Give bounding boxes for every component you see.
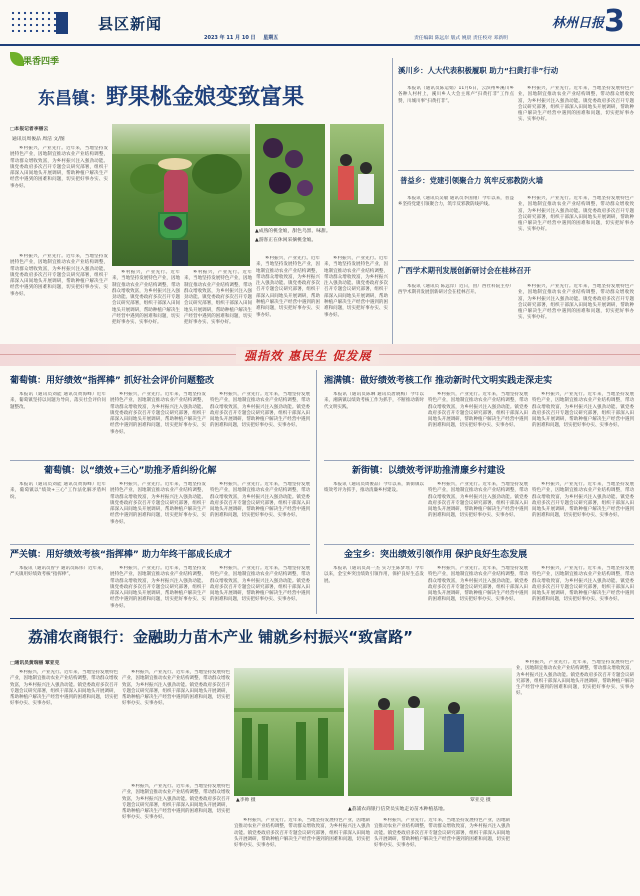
story-putao1-title: 葡萄镇：用好绩效“指挥棒” 抓好社会评价问题整改 <box>10 376 214 386</box>
bottom-headline: 荔浦农商银行：金融助力苗木产业 铺就乡村振兴“致富路” <box>28 628 413 646</box>
story-putao1-text-a: 乡村振兴，产业先行。近年来，当地坚持发展特色产业，因地制宜推动农业产业结构调整，带动群众增收致富，为乡村振兴注入强劲动能。镇党委政府多次召开专题会议研究部署，组织干部深入田间地头开展调研，帮助种植户解决生产经营中遇到的困难和问题，切实把好事办实、实事办好。 <box>110 392 206 435</box>
bottom-photo-visit <box>348 668 512 796</box>
lead-headline <box>38 80 388 114</box>
story-xinjie-text-b: 乡村振兴，产业先行。近年来，当地坚持发展特色产业，因地制宜推动农业产业结构调整，带动群众增收致富，为乡村振兴注入强劲动能。镇党委政府多次召开专题会议研究部署，组织干部深入田间地头开展调研，帮助种植户解决生产经营中遇到的困难和问题，切实把好事办实、实事办好。 <box>532 482 634 519</box>
story-jinbao-text-a: 乡村振兴，产业先行。近年来，当地坚持发展特色产业，因地制宜推动农业产业结构调整，带动群众增收致富，为乡村振兴注入强劲动能。镇党委政府多次召开专题会议研究部署，组织干部深入田间地头开展调研，帮助种植户解决生产经营中遇到的困难和问题，切实把好事办实、实事办好。 <box>428 566 528 603</box>
story-yanguan-text-a: 乡村振兴，产业先行。近年来，当地坚持发展特色产业，因地制宜推动农业产业结构调整，带动群众增收致富，为乡村振兴注入强劲动能。镇党委政府多次召开专题会议研究部署，组织干部深入田间地头开展调研，帮助种植户解决生产经营中遇到的困难和问题，切实把好事办实、实事办好。 <box>110 566 206 609</box>
weekday: 星期五 <box>263 35 279 41</box>
story-xichuan-lead: 本报讯（通讯员陈运娟）11月6日，云滨州乡溪川乡各种人村村上，溪川乡人大会主席卢“扫黄打非”工作点赞，川城川事“扫黄打非”。 <box>398 86 514 104</box>
story-putao2-text-a: 乡村振兴，产业先行。近年来，当地坚持发展特色产业，因地制宜推动农业产业结构调整，带动群众增收致富，为乡村振兴注入强劲动能。镇党委政府多次召开专题会议研究部署，组织干部深入田间地头开展调研，帮助种植户解决生产经营中遇到的困难和问题，切实把好事办实、实事办好。 <box>110 482 206 525</box>
story-yanguan-lead: 本报讯（通讯员曾宇 通讯员陈伟）近年来，严关镇用好绩效考核“指挥棒”。 <box>10 566 106 578</box>
bottom-byline: □通讯员黄瑞丽 覃亚克 <box>10 661 60 666</box>
lead-byline-2: 通讯员周俊品 周洁 文/图 <box>12 137 65 142</box>
story-guangxi-text: 乡村振兴，产业先行。近年来，当地坚持发展特色产业，因地制宜推动农业产业结构调整，带动群众增收致富，为乡村振兴注入强劲动能。镇党委政府多次召开专题会议研究部署，组织干部深入田间地头开展调研，帮助种植户解决生产经营中遇到的困难和问题，切实把好事办实、实事办好。 <box>518 284 634 321</box>
lead-text-col1: 乡村振兴，产业先行。近年来，当地坚持发展特色产业，因地制宜推动农业产业结构调整，带动群众增收致富，为乡村振兴注入强劲动能。镇党委政府多次召开专题会议研究部署，组织干部深入田间地头开展调研，帮助种植户解决生产经营中遇到的困难和问题，切实把好事办实、实事办好。 <box>10 146 108 189</box>
divider-m3 <box>10 544 310 545</box>
lead-text-col3: 乡村振兴，产业先行。近年来，当地坚持发展特色产业，因地制宜推动农业产业结构调整，带动群众增收致富，为乡村振兴注入强劲动能。镇党委政府多次召开专题会议研究部署，组织干部深入田间地头开展调研，帮助种植户解决生产经营中遇到的困难和问题，切实把好事办实、实事办好。 <box>112 270 180 326</box>
story-xiangman-title: 湘满镇：做好绩效考核工作 推动新时代文明实践走深走实 <box>324 376 553 386</box>
bottom-text-col3: 乡村振兴，产业先行。近年来，当地坚持发展特色产业，因地制宜推动农业产业结构调整，带动群众增收致富，为乡村振兴注入强劲动能。镇党委政府多次召开专题会议研究部署，组织干部深入田间地头开展调研，帮助种植户解决生产经营中遇到的困难和问题，切实把好事办实、实事办好。 <box>122 784 230 821</box>
lead-text-col5: 乡村振兴，产业先行。近年来，当地坚持发展特色产业，因地制宜推动农业产业结构调整，带动群众增收致富，为乡村振兴注入强劲动能。镇党委政府多次召开专题会议研究部署，组织干部深入田间地头开展调研，帮助种植户解决生产经营中遇到的困难和问题，切实把好事办实、实事办好。 <box>256 256 320 318</box>
story-putao1-text-b: 乡村振兴，产业先行。近年来，当地坚持发展特色产业，因地制宜推动农业产业结构调整，带动群众增收致富，为乡村振兴注入强劲动能。镇党委政府多次召开专题会议研究部署，组织干部深入田间地头开展调研，帮助种植户解决生产经营中遇到的困难和问题，切实把好事办实、实事办好。 <box>210 392 310 429</box>
lead-text-col6: 乡村振兴，产业先行。近年来，当地坚持发展特色产业，因地制宜推动农业产业结构调整，带动群众增收致富，为乡村振兴注入强劲动能。镇党委政府多次召开专题会议研究部署，组织干部深入田间地头开展调研，帮助种植户解决生产经营中遇到的困难和问题，切实把好事办实、实事办好。 <box>324 256 388 318</box>
story-yanguan-text-b: 乡村振兴，产业先行。近年来，当地坚持发展特色产业，因地制宜推动农业产业结构调整，带动群众增收致富，为乡村振兴注入强劲动能。镇党委政府多次召开专题会议研究部署，组织干部深入田间地头开展调研，帮助种植户解决生产经营中遇到的困难和问题，切实把好事办实、实事办好。 <box>210 566 310 603</box>
bottom-credit-left: ▲李帅 摄 <box>236 798 256 803</box>
story-xichuan-text: 乡村振兴，产业先行。近年来，当地坚持发展特色产业，因地制宜推动农业产业结构调整，带动群众增收致富，为乡村振兴注入强劲动能。镇党委政府多次召开专题会议研究部署，组织干部深入田间地头开展调研，帮助种植户解决生产经营中遇到的困难和问题，切实把好事办实、实事办好。 <box>518 86 634 123</box>
bottom-text-col5: 乡村振兴，产业先行。近年来，当地坚持发展特色产业，因地制宜推动农业产业结构调整，带动群众增收致富，为乡村振兴注入强劲动能。镇党委政府多次召开专题会议研究部署，组织干部深入田间地头开展调研，帮助种植户解决生产经营中遇到的困难和问题，切实把好事办实、实事办好。 <box>374 818 510 849</box>
column-logo-leaf <box>10 52 24 66</box>
story-xiangman-text-b: 乡村振兴，产业先行。近年来，当地坚持发展特色产业，因地制宜推动农业产业结构调整，带动群众增收致富，为乡村振兴注入强劲动能。镇党委政府多次召开专题会议研究部署，组织干部深入田间地头开展调研，帮助种植户解决生产经营中遇到的困难和问题，切实把好事办实、实事办好。 <box>532 392 634 429</box>
divider-right-column <box>392 58 393 344</box>
lead-byline: □本报记者李丽云 <box>10 127 49 132</box>
story-xinjie-text-a: 乡村振兴，产业先行。近年来，当地坚持发展特色产业，因地制宜推动农业产业结构调整，带动群众增收致富，为乡村振兴注入强劲动能。镇党委政府多次召开专题会议研究部署，组织干部深入田间地头开展调研，帮助种植户解决生产经营中遇到的困难和问题，切实把好事办实、实事办好。 <box>428 482 528 519</box>
bottom-text-col2: 乡村振兴，产业先行。近年来，当地坚持发展特色产业，因地制宜推动农业产业结构调整，带动群众增收致富，为乡村振兴注入强劲动能。镇党委政府多次召开专题会议研究部署，组织干部深入田间地头开展调研，帮助种植户解决生产经营中遇到的困难和问题，切实把好事办实、实事办好。 <box>122 670 230 707</box>
story-putao2-text-b: 乡村振兴，产业先行。近年来，当地坚持发展特色产业，因地制宜推动农业产业结构调整，带动群众增收致富，为乡村振兴注入强劲动能。镇党委政府多次召开专题会议研究部署，组织干部深入田间地头开展调研，帮助种植户解决生产经营中遇到的困难和问题，切实把好事办实、实事办好。 <box>210 482 310 519</box>
paper-name: 林州日报 <box>552 16 605 31</box>
section-title: 县区新闻 <box>98 15 163 33</box>
story-puyi-title: 普益乡：党建引领聚合力 筑牢反邪教防火墙 <box>400 176 543 185</box>
divider-r1 <box>398 170 634 171</box>
story-xichuan-title: 溪川乡：人大代表积极履职 助力“扫黄打非”行动 <box>398 66 559 75</box>
divider-mid-vertical <box>316 370 317 614</box>
column-logo-text: 果香四季 <box>23 57 60 67</box>
lead-photo-picking <box>112 124 250 266</box>
banner-text: 强指效 惠民生 促发展 <box>236 347 379 364</box>
lead-photo-fruit <box>255 124 325 226</box>
masthead-tab <box>56 12 68 34</box>
story-xiangman-text-a: 乡村振兴，产业先行。近年来，当地坚持发展特色产业，因地制宜推动农业产业结构调整，带动群众增收致富，为乡村振兴注入强劲动能。镇党委政府多次召开专题会议研究部署，组织干部深入田间地头开展调研，帮助种植户解决生产经营中遇到的困难和问题，切实把好事办实、实事办好。 <box>428 392 528 429</box>
story-guangxi-lead: 本报讯（通讯员 陈远岸）近日，由广西社科院主办广西学术期刊发展创新研讨会在桂林召开。 <box>398 284 514 296</box>
story-puyi-text: 乡村振兴，产业先行。近年来，当地坚持发展特色产业，因地制宜推动农业产业结构调整，带动群众增收致富，为乡村振兴注入强劲动能。镇党委政府多次召开专题会议研究部署，组织干部深入田间地头开展调研，帮助种植户解决生产经营中遇到的困难和问题，切实把好事办实、实事办好。 <box>518 196 634 233</box>
banner <box>0 344 640 366</box>
masthead-rule <box>0 44 640 46</box>
story-guangxi-title: 广西学术期刊发展创新研讨会在桂林召开 <box>398 266 532 275</box>
divider-r2 <box>398 260 634 261</box>
column-logo <box>10 47 120 71</box>
bottom-rule <box>10 618 634 619</box>
bottom-caption: ▲荔浦农商银行信贷员实地走访苗木种植基地。 <box>348 807 448 812</box>
story-xinjie-lead: 本报讯（通讯员周俊品）今年以来，新街镇以绩效考评为抓手，推动清廉乡村建设。 <box>324 482 424 494</box>
lead-captions <box>255 229 385 244</box>
story-yanguan-title: 严关镇：用好绩效考核“指挥棒” 助力年终干部成长成才 <box>10 550 232 560</box>
bottom-text-col6: 乡村振兴，产业先行。近年来，当地坚持发展特色产业，因地制宜推动农业产业结构调整，带动群众增收致富，为乡村振兴注入强劲动能。镇党委政府多次召开专题会议研究部署，组织干部深入田间地头开展调研，帮助种植户解决生产经营中遇到的困难和问题，切实把好事办实、实事办好。 <box>516 660 634 697</box>
divider-m1 <box>10 460 310 461</box>
lead-caption-2: ▲游客正在休闲采摘桃金娘。 <box>255 237 317 243</box>
divider-m2 <box>324 460 634 461</box>
lead-headline-main: 野果桃金娘变致富果 <box>106 85 305 110</box>
bottom-text-col4: 乡村振兴，产业先行。近年来，当地坚持发展特色产业，因地制宜推动农业产业结构调整，带动群众增收致富，为乡村振兴注入强劲动能。镇党委政府多次召开专题会议研究部署，组织干部深入田间地头开展调研，帮助种植户解决生产经营中遇到的困难和问题，切实把好事办实、实事办好。 <box>234 818 370 849</box>
story-puyi-lead: 本报讯（通讯员吴敏 通讯员李国翔）今年以来，普益乡坚持党建引领聚合力，筑牢反邪教防线护线。 <box>398 196 514 208</box>
lead-text-col2: 乡村振兴，产业先行。近年来，当地坚持发展特色产业，因地制宜推动农业产业结构调整，带动群众增收致富，为乡村振兴注入强劲动能。镇党委政府多次召开专题会议研究部署，组织干部深入田间地头开展调研，帮助种植户解决生产经营中遇到的困难和问题，切实把好事办实、实事办好。 <box>10 254 108 297</box>
bottom-text-col1: 乡村振兴，产业先行。近年来，当地坚持发展特色产业，因地制宜推动农业产业结构调整，带动群众增收致富，为乡村振兴注入强劲动能。镇党委政府多次召开专题会议研究部署，组织干部深入田间地头开展调研，帮助种植户解决生产经营中遇到的困难和问题，切实把好事办实、实事办好。 <box>10 670 118 707</box>
date: 2023 年 11 月 10 日 <box>204 35 256 41</box>
story-jinbao-lead: 本报讯（通讯员高一杰 实习生陈梦瑶）今年以来，金宝乡突出绩效引领作用，保护良好生态发展。 <box>324 566 424 584</box>
bottom-photo-field <box>234 668 344 796</box>
lead-photo-visitors <box>330 124 384 226</box>
person-hat <box>158 158 192 170</box>
story-putao2-lead: 本报讯（通讯员刘能 通讯员黄海峰）近年来，葡萄镇以“绩效+三心”工作法化解矛盾纠纷。 <box>10 482 106 500</box>
story-jinbao-title: 金宝乡：突出绩效引领作用 保护良好生态发展 <box>344 550 528 560</box>
divider-m4 <box>324 544 634 545</box>
page-number: 3 <box>604 4 625 39</box>
lead-headline-prefix: 东昌镇： <box>38 89 106 109</box>
masthead-dots <box>10 10 58 32</box>
lead-caption-1: ▲成熟的桃金娘，甜色乌黑、味甜。 <box>255 229 331 234</box>
editor-line: 责任编辑 陈远岸 版式 姚晨 责任校对 邓新明 <box>414 36 508 41</box>
story-xiangman-lead: 本报讯（通讯员陈琳 通讯员唐晓梅）今年以来，湘满镇以绩效考核工作为抓手，不断推动新时代文明实践。 <box>324 392 424 410</box>
person-body <box>164 170 188 216</box>
masthead-date <box>204 34 278 41</box>
lead-text-col4: 乡村振兴，产业先行。近年来，当地坚持发展特色产业，因地制宜推动农业产业结构调整，带动群众增收致富，为乡村振兴注入强劲动能。镇党委政府多次召开专题会议研究部署，组织干部深入田间地头开展调研，帮助种植户解决生产经营中遇到的困难和问题，切实把好事办实、实事办好。 <box>184 270 252 326</box>
story-xinjie-title: 新街镇：以绩效考评助推清廉乡村建设 <box>352 466 506 476</box>
story-jinbao-text-b: 乡村振兴，产业先行。近年来，当地坚持发展特色产业，因地制宜推动农业产业结构调整，带动群众增收致富，为乡村振兴注入强劲动能。镇党委政府多次召开专题会议研究部署，组织干部深入田间地头开展调研，帮助种植户解决生产经营中遇到的困难和问题，切实把好事办实、实事办好。 <box>532 566 634 603</box>
bottom-credit-right: 覃亚克 摄 <box>470 798 491 803</box>
story-putao2-title: 葡萄镇：以“绩效+三心”助推矛盾纠纷化解 <box>44 466 217 476</box>
story-putao1-lead: 本报讯（通讯员刘能 通讯员黄海峰）近年来，葡萄镇坚持以问题为导向，落实社会评价问题整改。 <box>10 392 106 410</box>
